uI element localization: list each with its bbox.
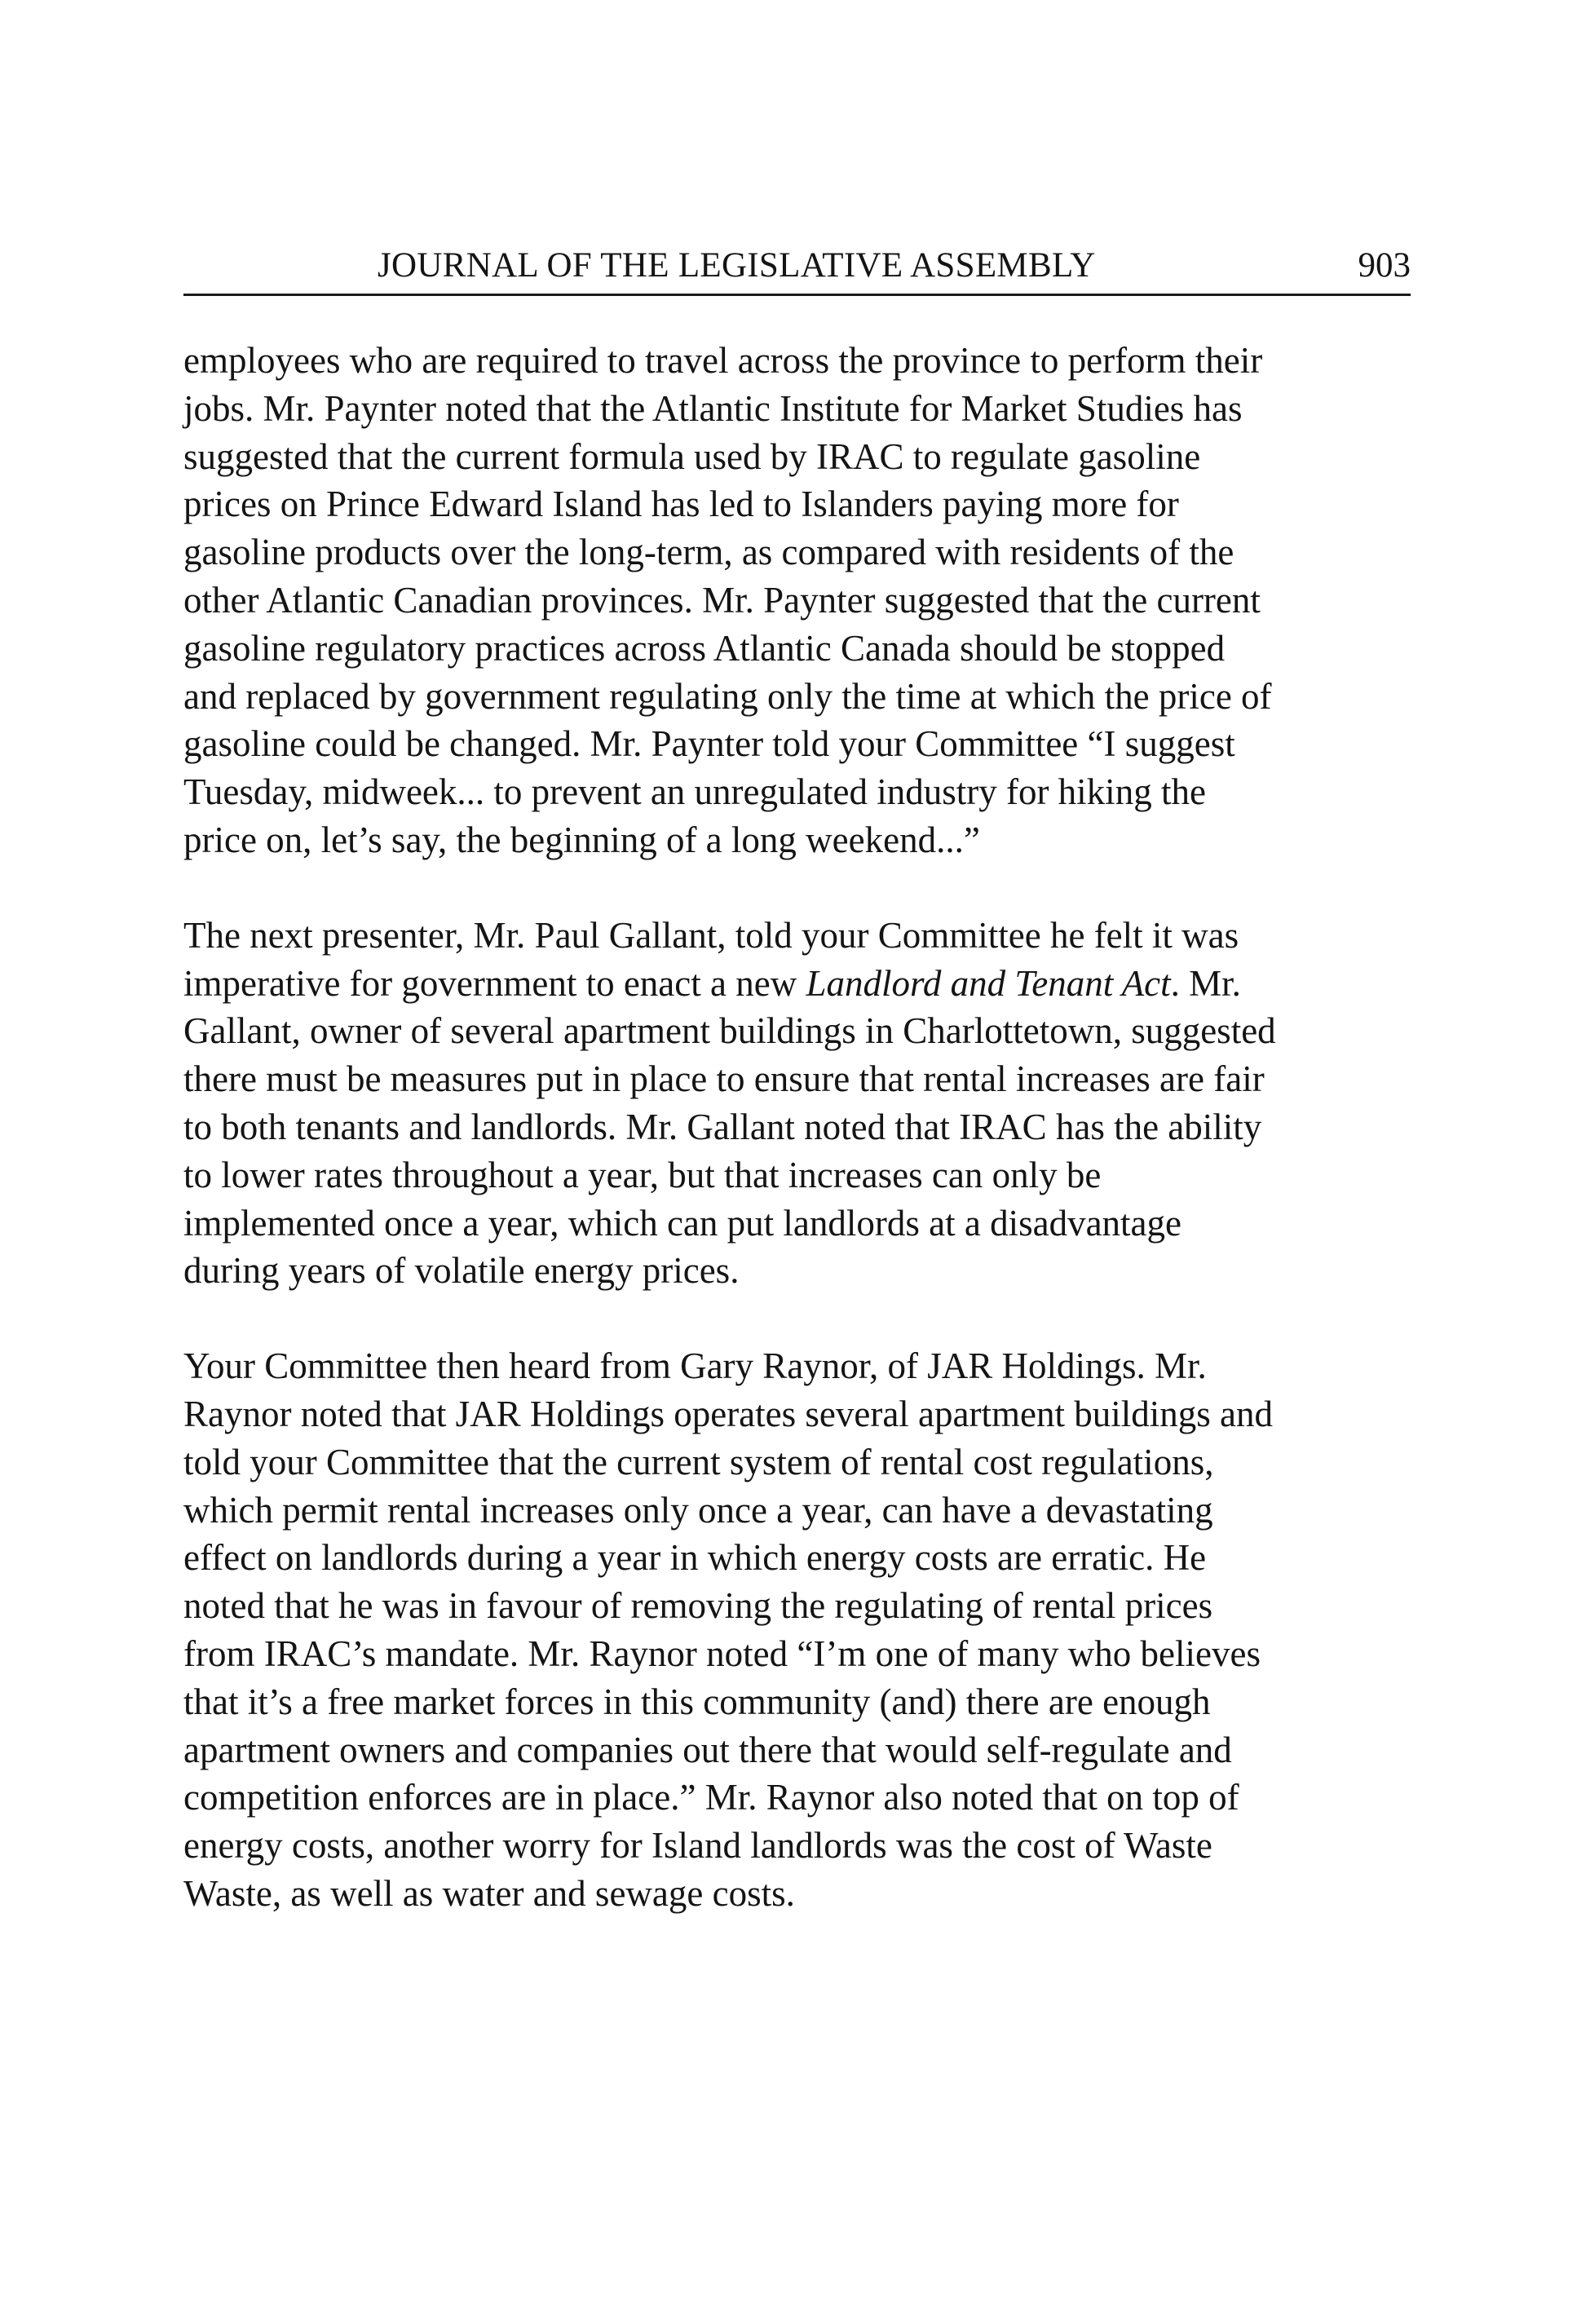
text-line: during years of volatile energy prices. bbox=[183, 1250, 740, 1292]
paragraph-raynor bbox=[183, 1342, 1411, 1918]
text-line: energy costs, another worry for Island landlords was the cost of Waste bbox=[183, 1825, 1212, 1867]
text-line: employees who are required to travel across the province to perform their bbox=[183, 340, 1263, 381]
text-line: The next presenter, Mr. Paul Gallant, told your Committee he felt it was bbox=[183, 914, 1239, 956]
text-line: to both tenants and landlords. Mr. Gallant noted that IRAC has the ability bbox=[183, 1106, 1262, 1147]
text-line: Gallant, owner of several apartment buildings in Charlottetown, suggested bbox=[183, 1010, 1276, 1052]
text-line: gasoline could be changed. Mr. Paynter told your Committee “I suggest bbox=[183, 723, 1235, 765]
text-run: . Mr. bbox=[1170, 962, 1241, 1004]
text-line: other Atlantic Canadian provinces. Mr. Paynter suggested that the current bbox=[183, 579, 1261, 621]
text-run: imperative for government to enact a new bbox=[183, 962, 806, 1004]
text-line: and replaced by government regulating only the time at which the price of bbox=[183, 675, 1272, 717]
text-line: noted that he was in favour of removing the regulating of rental prices bbox=[183, 1585, 1213, 1627]
text-line: told your Committee that the current system of rental cost regulations, bbox=[183, 1441, 1214, 1482]
text-line: Your Committee then heard from Gary Raynor, of JAR Holdings. Mr. bbox=[183, 1345, 1207, 1387]
text-line: Waste, as well as water and sewage costs. bbox=[183, 1872, 795, 1914]
text-line: price on, let’s say, the beginning of a long weekend...” bbox=[183, 819, 980, 860]
text-line: competition enforces are in place.” Mr. Raynor also noted that on top of bbox=[183, 1777, 1239, 1818]
text-line: gasoline regulatory practices across Atlantic Canada should be stopped bbox=[183, 627, 1226, 669]
act-title: Landlord and Tenant Act bbox=[806, 962, 1171, 1004]
text-line: effect on landlords during a year in which energy costs are erratic. He bbox=[183, 1537, 1207, 1579]
text-line: to lower rates throughout a year, but that increases can only be bbox=[183, 1154, 1102, 1195]
paragraph-paynter bbox=[183, 337, 1411, 864]
body-text bbox=[183, 337, 1411, 1965]
text-line: which permit rental increases only once a year, can have a devastating bbox=[183, 1489, 1213, 1531]
text-line: that it’s a free market forces in this community (and) there are enough bbox=[183, 1681, 1211, 1722]
text-line: from IRAC’s mandate. Mr. Raynor noted “I’m one of many who believes bbox=[183, 1633, 1261, 1674]
text-line: prices on Prince Edward Island has led to Islanders paying more for bbox=[183, 484, 1179, 525]
text-line bbox=[183, 960, 1411, 1008]
paragraph-gallant bbox=[183, 912, 1411, 1295]
text-line: jobs. Mr. Paynter noted that the Atlantic Institute for Market Studies has bbox=[183, 387, 1243, 429]
text-line: suggested that the current formula used by IRAC to regulate gasoline bbox=[183, 435, 1201, 477]
journal-title: JOURNAL OF THE LEGISLATIVE ASSEMBLY bbox=[378, 246, 1096, 285]
text-line: apartment owners and companies out there that would self-regulate and bbox=[183, 1729, 1232, 1770]
text-line: there must be measures put in place to ensure that rental increases are fair bbox=[183, 1058, 1265, 1100]
text-line: Raynor noted that JAR Holdings operates several apartment buildings and bbox=[183, 1393, 1273, 1434]
page-header bbox=[183, 243, 1411, 296]
page-number: 903 bbox=[1358, 246, 1411, 285]
text-line: gasoline products over the long-term, as compared with residents of the bbox=[183, 532, 1234, 573]
text-line: implemented once a year, which can put landlords at a disadvantage bbox=[183, 1202, 1181, 1244]
text-line: Tuesday, midweek... to prevent an unregulated industry for hiking the bbox=[183, 771, 1206, 813]
